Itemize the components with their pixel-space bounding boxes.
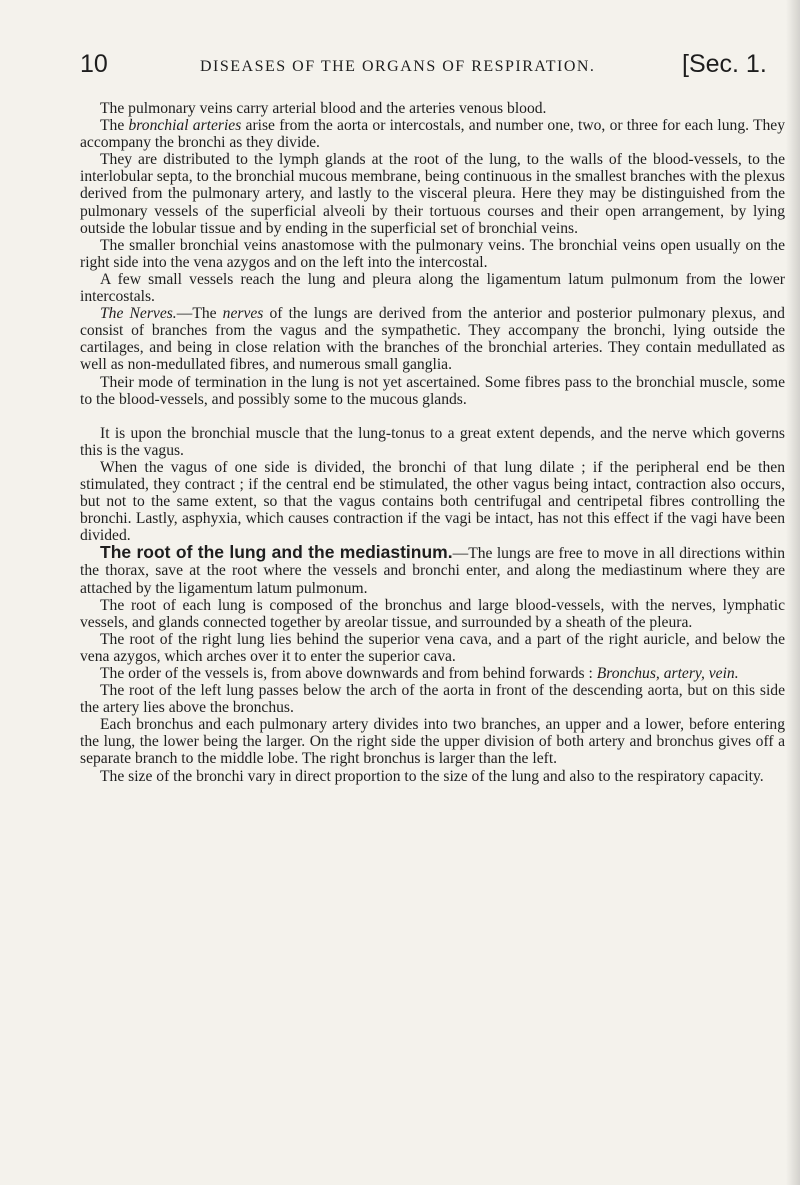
paragraph: They are distributed to the lymph glands at the root of the lung, to the walls of the blood-vessels, to the interlobular septa, to the bronchial mucous membrane, being continuous in the smallest branches with the plexus derived from the pulmonary artery, and lastly to the visceral pleura. Here they may be distinguished from the pulmonary vessels of the superficial alveoli by their tortuous courses and their open arrangement, by lying outside the lobular tissue and by ending in the superficial set of bronchial veins.	[80, 151, 785, 237]
text-run: arise from the aorta or intercostals, and number one, two, or three for each lung. They accompany the bronchi as they divide.	[80, 117, 786, 152]
italic-term: bronchial arteries	[128, 117, 242, 135]
paragraph: Each bronchus and each pulmonary artery divides into two branches, an upper and a lower, before entering the lung, the lower being the larger. On the right side the upper division of both artery and bronchus gives off a separate branch to the middle lobe. The right bronchus is larger than the left.	[80, 716, 785, 768]
paragraph: When the vagus of one side is divided, the bronchi of that lung dilate ; if the peripheral end be then stimulated, they contract ; if the central end be stimulated, the other vagus being intact, contraction also occurs, but not to the same extent, so that the vagus contains both centrifugal and centripetal fibres controlling the bronchi. Lastly, asphyxia, which causes contraction if the vagi be intact, has not this effect if the vagi have been divided.	[80, 458, 785, 545]
running-head: DISEASES OF THE ORGANS OF RESPIRATION.	[200, 58, 596, 75]
page-edge-shadow	[786, 0, 800, 1185]
paragraph: The root of the left lung passes below the arch of the aorta in front of the descending aorta, but on this side the artery lies above the bronchus.	[80, 682, 785, 717]
italic-term: nerves	[222, 305, 264, 323]
paragraph: It is upon the bronchial muscle that the lung-tonus to a great extent depends, and the nerve which governs this is the vagus.	[80, 424, 785, 459]
body-text	[80, 100, 785, 785]
page-header	[80, 50, 785, 90]
paragraph	[80, 117, 785, 151]
paragraph	[80, 544, 785, 596]
paragraph: The pulmonary veins carry arterial blood and the arteries venous blood.	[100, 100, 547, 117]
paragraph: The root of each lung is composed of the bronchus and large blood-vessels, with the nerves, lymphatic vessels, and glands connected together by areolar tissue, and surrounded by a sheath of the pleura.	[80, 596, 785, 631]
paragraph: The smaller bronchial veins anastomose with the pulmonary veins. The bronchial veins open usually on the right side into the vena azygos and on the left into the intercostal.	[80, 236, 785, 271]
text-run: —The lungs are free to move in all directions within the thorax, save at the root where the vessels and bronchi enter, and along the mediastinum where they are attached by the ligamentum latum pulmonum.	[80, 545, 786, 597]
text-run: The	[100, 117, 129, 135]
italic-term: Bronchus, artery, vein.	[596, 665, 739, 682]
paragraph: A few small vessels reach the lung and pleura along the ligamentum latum pulmonum from the lower intercostals.	[80, 270, 785, 306]
section-label: [Sec. 1.	[682, 50, 767, 78]
paragraph: Their mode of termination in the lung is not yet ascertained. Some fibres pass to the bronchial muscle, some to the blood-vessels, and possibly some to the mucous glands.	[80, 373, 785, 408]
paragraph	[80, 665, 785, 682]
paragraph: The root of the right lung lies behind the superior vena cava, and a part of the right auricle, and below the vena azygos, which arches over it to enter the superior cava.	[80, 630, 785, 665]
page-number: 10	[80, 50, 108, 78]
section-heading: The root of the lung and the mediastinum.	[100, 542, 453, 563]
italic-heading: The Nerves.	[100, 305, 177, 323]
text-run: —The	[176, 305, 223, 323]
text-run: of the lungs are derived from the anterior and posterior pulmonary plexus, and consist of branches from the vagus and the sympathetic. They accompany the bronchi, lying outside the cartilages, and being in close relation with the branches of the bronchial arteries. They contain medullated as well as non-medullated fibres, and numerous small ganglia.	[80, 305, 785, 374]
text-run: The order of the vessels is, from above downwards and from behind forwards :	[100, 665, 593, 682]
paragraph: The size of the bronchi vary in direct proportion to the size of the lung and also to the respiratory capacity.	[100, 767, 764, 785]
paragraph	[80, 305, 785, 373]
